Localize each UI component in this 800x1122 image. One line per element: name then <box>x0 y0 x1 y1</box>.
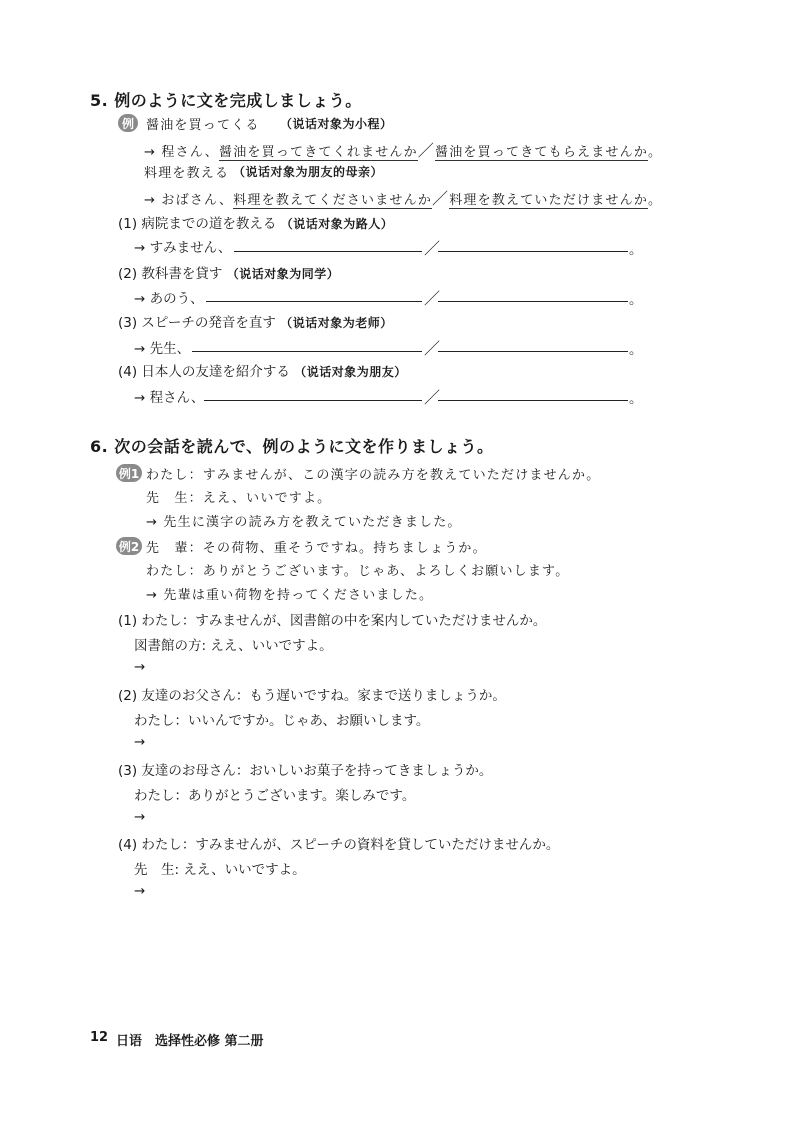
answer-prefix: → おばさん、 <box>144 193 234 208</box>
exercise-6-item-2 <box>118 684 506 704</box>
answer-blank-2a[interactable] <box>206 301 422 302</box>
item-number: (3) <box>118 763 138 779</box>
example-2-line-1: 先 輩：その荷物、重そうですね。持ちましょうか。 <box>146 541 487 556</box>
answer-blank-1b[interactable] <box>438 251 628 252</box>
exercise-5-item-4 <box>118 360 407 380</box>
answer-slash: ／ <box>424 239 441 258</box>
period: 。 <box>648 193 663 208</box>
dialogue-line-1: わたし：すみませんが、図書館の中を案内していただけませんか。 <box>141 613 547 629</box>
item-number: (1) <box>118 216 138 232</box>
dialogue-line-2: 図書館の方: ええ、いいですよ。 <box>134 638 333 654</box>
answer-slash: ／ <box>424 388 441 407</box>
item-number: (2) <box>118 266 138 282</box>
example-2-answer <box>144 186 662 209</box>
item-number: (3) <box>118 315 138 331</box>
page-number: 12 <box>90 1030 109 1045</box>
example-1-answer: → 先生に漢字の読み方を教えていただきました。 <box>146 515 462 530</box>
answer-b: 醤油を買ってきてもらえませんか <box>435 145 649 160</box>
answer-arrow[interactable]: → <box>134 883 146 899</box>
item-prompt: 教科書を貸す <box>141 266 223 282</box>
dialogue-line-1: 友達のお母さん：おいしいお菓子を持ってきましょうか。 <box>141 763 493 779</box>
exercise-5-item-3 <box>118 311 393 331</box>
example-2-badge: 例2 <box>116 537 142 555</box>
answer-arrow[interactable]: → <box>134 734 146 750</box>
example-1-line-2: 先 生：ええ、いいですよ。 <box>146 491 332 506</box>
answer-slash: ／ <box>424 339 441 358</box>
answer-prefix: → 程さん、 <box>144 145 220 160</box>
item-number: (2) <box>118 688 138 704</box>
answer-a: 醤油を買ってきてくれませんか <box>219 145 418 160</box>
answer-arrow[interactable]: → <box>134 659 146 675</box>
item-note: （说话对象为朋友） <box>294 365 407 379</box>
item-2-answer-prefix: → あのう、 <box>134 291 204 307</box>
answer-blank-1a[interactable] <box>234 251 422 252</box>
example-1-badge: 例1 <box>116 464 142 482</box>
exercise-6-item-1 <box>118 609 546 629</box>
item-prompt: 日本人の友達を紹介する <box>141 364 290 380</box>
item-number: (4) <box>118 364 138 380</box>
exercise-6-item-4 <box>118 833 559 853</box>
example-2-answer: → 先輩は重い荷物を持ってくださいました。 <box>146 588 434 603</box>
dialogue-line-1: わたし：すみませんが、スピーチの資料を貸していただけませんか。 <box>141 837 560 853</box>
answer-slash: ／ <box>424 289 441 308</box>
answer-blank-3a[interactable] <box>192 351 422 352</box>
item-4-answer-prefix: → 程さん、 <box>134 390 205 406</box>
exercise-5-item-1 <box>118 212 393 232</box>
book-title: 日语 选择性必修 第二册 <box>116 1034 264 1049</box>
answer-a: 料理を教えてくださいませんか <box>233 193 433 208</box>
answer-blank-3b[interactable] <box>438 351 628 352</box>
answer-blank-4a[interactable] <box>204 400 422 401</box>
example-1-line-1: わたし：すみませんが、この漢字の読み方を教えていただけませんか。 <box>146 468 601 483</box>
period: 。 <box>648 145 663 160</box>
dialogue-line-1: 友達のお父さん：もう遅いですね。家まで送りましょうか。 <box>141 688 506 704</box>
slash: ／ <box>417 141 436 160</box>
item-1-answer-prefix: → すみません、 <box>134 240 232 256</box>
answer-period: 。 <box>629 242 643 258</box>
dialogue-line-2: 先 生: ええ、いいですよ。 <box>134 862 306 878</box>
section-6-heading: 6. 次の会話を読んで、例のように文を作りましょう。 <box>90 437 494 456</box>
example-1-note: （说话对象为小程） <box>280 117 393 131</box>
dialogue-line-2: わたし：いいんですか。じゃあ、お願いします。 <box>134 713 430 729</box>
item-note: （说话对象为老师） <box>280 316 393 330</box>
answer-b: 料理を教えていただけませんか <box>449 193 649 208</box>
item-prompt: 病院までの道を教える <box>141 216 277 232</box>
example-1-prompt: 醤油を買ってくる <box>146 118 260 133</box>
dialogue-line-2: わたし：ありがとうございます。楽しみです。 <box>134 788 416 804</box>
exercise-6-item-3 <box>118 759 492 779</box>
slash: ／ <box>432 189 450 208</box>
item-prompt: スピーチの発音を直す <box>141 315 276 331</box>
item-3-answer-prefix: → 先生、 <box>134 341 191 357</box>
answer-period: 。 <box>629 292 643 308</box>
example-2-line-2: わたし：ありがとうございます。じゃあ、よろしくお願いします。 <box>146 564 570 579</box>
example-2-prompt: 料理を教える <box>144 166 230 181</box>
answer-blank-4b[interactable] <box>438 400 628 401</box>
section-5-heading: 5. 例のように文を完成しましょう。 <box>90 91 362 110</box>
exercise-5-item-2 <box>118 262 339 282</box>
item-note: （说话对象为同学） <box>226 267 340 281</box>
item-number: (1) <box>118 613 138 629</box>
item-number: (4) <box>118 837 138 853</box>
answer-blank-2b[interactable] <box>438 301 628 302</box>
example-2-note: （说话对象为朋友的母亲） <box>233 165 384 179</box>
answer-period: 。 <box>629 391 643 407</box>
item-note: （说话对象为路人） <box>280 217 394 231</box>
answer-arrow[interactable]: → <box>134 809 146 825</box>
example-1-answer <box>144 138 662 161</box>
example-badge: 例 <box>118 114 138 132</box>
answer-period: 。 <box>629 342 643 358</box>
